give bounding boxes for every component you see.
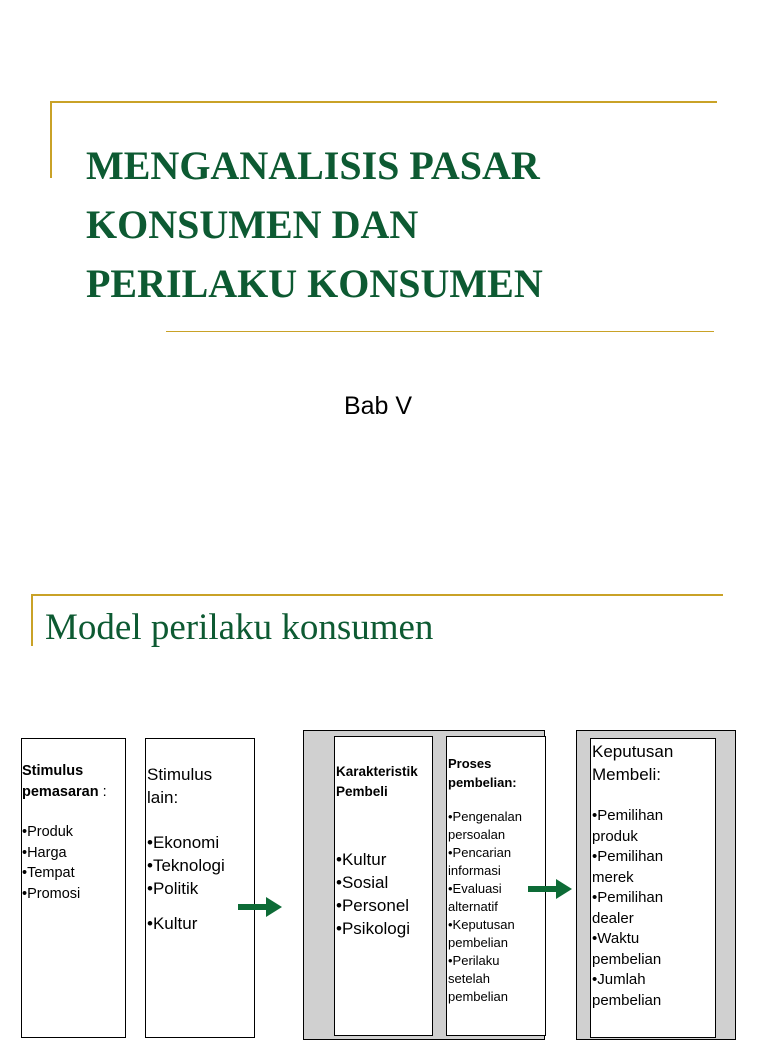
title-line-2: KONSUMEN DAN (86, 202, 419, 247)
list-item: •Pengenalan (448, 809, 522, 824)
proses-header-line-1: Proses (448, 756, 492, 771)
proses-header (448, 755, 517, 792)
list-item: pembelian (592, 950, 662, 968)
title-underline-rule (166, 331, 714, 332)
list-item: •Personel (336, 896, 410, 915)
karakteristik-header-line-2: Pembeli (336, 784, 388, 799)
list-item: •Ekonomi (147, 833, 220, 852)
arrow-right-icon (238, 896, 284, 918)
slide2-left-gold-rule (31, 594, 33, 646)
slide-title-heading (86, 136, 726, 313)
stimulus-lain-header (147, 763, 212, 809)
list-item: •Perilaku (448, 953, 500, 968)
top-gold-rule (50, 101, 717, 103)
stimulus-pemasaran-header-line-2: pemasaran (22, 784, 99, 800)
stimulus-pemasaran-header-line-2-wrap (22, 782, 107, 803)
list-item: •Evaluasi (448, 881, 502, 896)
list-item: •Pemilihan (592, 807, 664, 824)
list-item: setelah (448, 971, 490, 986)
stimulus-pemasaran-header (22, 761, 107, 803)
list-item: pembelian (448, 989, 508, 1004)
stimulus-lain-kultur: •Kultur (147, 914, 198, 933)
keputusan-header-line-1: Keputusan (592, 742, 674, 761)
slide2-top-gold-rule (31, 594, 723, 596)
arrow-right-icon (528, 878, 574, 900)
list-item: •Teknologi (147, 856, 225, 875)
list-item: •Pemilihan (592, 889, 664, 906)
left-gold-rule (50, 101, 52, 178)
stimulus-lain-header-line-1: Stimulus (147, 765, 213, 784)
list-item: •Jumlah (592, 971, 646, 988)
list-item: pembelian (592, 991, 662, 1009)
stimulus-pemasaran-colon: : (98, 784, 107, 800)
list-item: •Tempat (22, 865, 75, 881)
title-line-3: PERILAKU KONSUMEN (86, 261, 543, 306)
list-item: •Kultur (336, 850, 387, 869)
list-item: merek (592, 868, 634, 886)
stimulus-lain-header-line-2: lain: (147, 788, 179, 807)
list-item: •Promosi (22, 885, 81, 902)
stimulus-pemasaran-header-line-1: Stimulus (22, 763, 84, 779)
list-item: •Psikologi (336, 919, 410, 938)
title-line-1: MENGANALISIS PASAR (86, 143, 540, 188)
karakteristik-header (336, 762, 418, 802)
list-item: alternatif (448, 899, 498, 914)
list-item: pembelian (448, 935, 508, 950)
list-item: •Keputusan (448, 917, 515, 932)
list-item: •Sosial (336, 873, 389, 892)
list-item: persoalan (448, 827, 506, 842)
proses-list (448, 808, 522, 1006)
list-item: •Pencarian (448, 845, 512, 860)
proses-header-line-2: pembelian: (448, 774, 517, 790)
list-item: •Politik (147, 879, 199, 898)
stimulus-pemasaran-list (22, 822, 80, 904)
list-item: informasi (448, 863, 501, 878)
list-item: dealer (592, 909, 634, 927)
keputusan-header (592, 740, 673, 786)
keputusan-list (592, 806, 663, 1011)
karakteristik-header-line-1: Karakteristik (336, 764, 418, 779)
slide2-heading: Model perilaku konsumen (45, 607, 434, 648)
list-item: •Harga (22, 844, 67, 861)
karakteristik-list (336, 848, 410, 940)
list-item: produk (592, 827, 638, 845)
stimulus-lain-list (147, 831, 225, 900)
list-item: •Produk (22, 824, 74, 840)
keputusan-header-line-2: Membeli: (592, 765, 661, 784)
slide-subtitle: Bab V (343, 392, 413, 420)
list-item: •Waktu (592, 930, 640, 947)
list-item: •Pemilihan (592, 848, 664, 865)
